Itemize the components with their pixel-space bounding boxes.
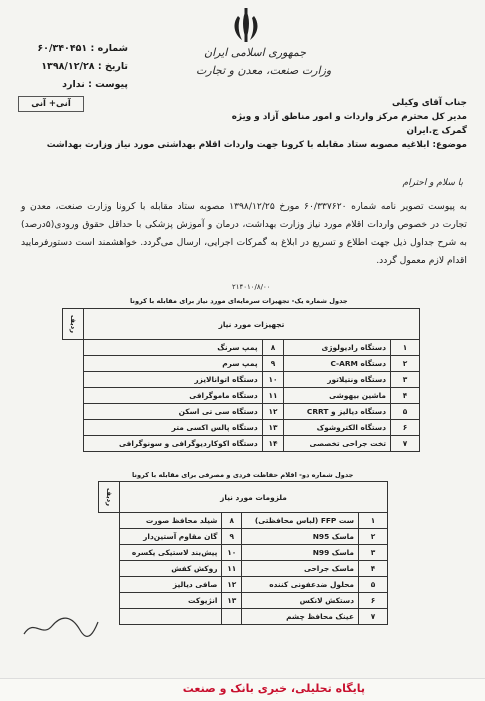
item-name: ماسک N99 xyxy=(241,545,358,561)
table-row xyxy=(99,513,388,529)
attachment-value: ندارد xyxy=(62,79,85,90)
item-number: ۱۱ xyxy=(222,561,242,577)
item-name: دستگاه دیالیز و CRRT xyxy=(284,404,391,420)
table-row xyxy=(99,609,388,625)
item-number: ۱۳ xyxy=(222,593,242,609)
urgent-stamp: آنی+ آنی xyxy=(18,96,84,112)
table2-row-header: ردیف xyxy=(99,482,120,513)
attachment-label: پیوست : xyxy=(88,79,128,90)
table-row xyxy=(99,593,388,609)
table-row xyxy=(63,436,420,452)
item-name: انژیوکت xyxy=(120,593,222,609)
recipient-title: مدیر کل محترم مرکز واردات و امور مناطق آزاد و ویژه xyxy=(231,112,467,122)
signature-mark xyxy=(20,612,100,642)
row-number: ۴ xyxy=(359,561,388,577)
item-name: عینک محافظ چشم xyxy=(241,609,358,625)
item-name: ماشین بیهوشی xyxy=(284,388,391,404)
item-name xyxy=(120,609,222,625)
equipment-table xyxy=(62,308,420,452)
row-number: ۲ xyxy=(359,529,388,545)
item-number: ۱۰ xyxy=(262,372,284,388)
item-name: صافی دیالیز xyxy=(120,577,222,593)
row-number: ۲ xyxy=(391,356,420,372)
item-name: دستگاه ونتیلاتور xyxy=(284,372,391,388)
item-number xyxy=(222,609,242,625)
greeting: با سلام و احترام xyxy=(402,178,463,188)
item-number: ۱۲ xyxy=(262,404,284,420)
item-name: پیش‌بند لاستیکی یکسره xyxy=(120,545,222,561)
item-number: ۱۴ xyxy=(262,436,284,452)
item-name: شیلد محافظ صورت xyxy=(120,513,222,529)
table-row xyxy=(63,420,420,436)
table1-title: تجهیزات مورد نیاز xyxy=(84,309,420,340)
item-name: دستگاه رادیولوژی xyxy=(284,340,391,356)
letterhead-line1: جمهوری اسلامی ایران xyxy=(204,46,307,59)
footer-text: پایگاه تحلیلی، خبری بانک و صنعت xyxy=(182,682,365,695)
row-number: ۷ xyxy=(359,609,388,625)
date-row xyxy=(18,58,128,76)
table-row xyxy=(63,404,420,420)
table1-row-header: ردیف xyxy=(63,309,84,340)
date-label: تاریخ : xyxy=(97,61,128,72)
table-row xyxy=(63,356,420,372)
supplies-table xyxy=(98,481,388,625)
recipient-org: گمرک ج.ایران xyxy=(406,126,467,136)
item-number: ۹ xyxy=(222,529,242,545)
item-name: دستگاه پالس اکسی متر xyxy=(84,420,263,436)
letter-header xyxy=(27,96,467,152)
table-row xyxy=(99,545,388,561)
number-row xyxy=(18,40,128,58)
table-row xyxy=(63,340,420,356)
item-name: دستکش لانکس xyxy=(241,593,358,609)
row-number: ۴ xyxy=(391,388,420,404)
date-value: ۱۳۹۸/۱۲/۲۸ xyxy=(41,61,95,72)
item-number: ۹ xyxy=(262,356,284,372)
table-row xyxy=(63,372,420,388)
row-number: ۶ xyxy=(391,420,420,436)
row-number: ۱ xyxy=(391,340,420,356)
row-number: ۳ xyxy=(359,545,388,561)
item-name: ماسک N95 xyxy=(241,529,358,545)
table-row xyxy=(99,577,388,593)
item-number: ۱۳ xyxy=(262,420,284,436)
reference-code: ۲۱۴۰۱۰/۸/۰۰ xyxy=(232,283,271,291)
item-name: تخت جراحی تخصصی xyxy=(284,436,391,452)
item-name: پمپ سرم xyxy=(84,356,263,372)
row-number: ۵ xyxy=(359,577,388,593)
letterhead-line2: وزارت صنعت، معدن و تجارت xyxy=(196,64,332,77)
item-number: ۸ xyxy=(222,513,242,529)
item-number: ۱۱ xyxy=(262,388,284,404)
letter-meta xyxy=(18,40,128,94)
table-row xyxy=(99,529,388,545)
attachment-row xyxy=(18,76,128,94)
item-number: ۱۰ xyxy=(222,545,242,561)
item-name: روکش کفش xyxy=(120,561,222,577)
row-number: ۵ xyxy=(391,404,420,420)
row-number: ۳ xyxy=(391,372,420,388)
iran-emblem-icon xyxy=(226,6,266,46)
item-name: دستگاه سی تی اسکن xyxy=(84,404,263,420)
row-number: ۷ xyxy=(391,436,420,452)
item-name: محلول ضدعفونی کننده xyxy=(241,577,358,593)
item-name: دستگاه اتوانالایزر xyxy=(84,372,263,388)
letter-subject: موضوع: ابلاغیه مصوبه ستاد مقابله با کرونا جهت واردات اقلام بهداشتی مورد نیاز وزارت بهداشت xyxy=(46,140,467,150)
row-number: ۱ xyxy=(359,513,388,529)
letter-body: به پیوست تصویر نامه شماره ۶۰/۳۳۷۶۲۰ مورخ ۱۳۹۸/۱۲/۲۵ مصوبه ستاد مقابله با کرونا وزارت صنعت، معدن و تجارت در خصوص واردات اقلام مورد نیاز وزارت بهداشت، درمان و آموزش پزشکی با حداقل حقوق ورودی(۵درصد) به شرح جداول ذیل جهت اطلاع و تسریع در ابلاغ به گمرکات اجرایی، ارسال می‌گردد. خواهشمند است دستورفرمایید اقدام لازم معمول گردد. xyxy=(21,201,467,266)
item-number: ۱۲ xyxy=(222,577,242,593)
table-row xyxy=(99,561,388,577)
item-name: پمپ سرنگ xyxy=(84,340,263,356)
item-name: ست FFP (لباس محافظتی) xyxy=(241,513,358,529)
item-name: ماسک جراحی xyxy=(241,561,358,577)
item-name: گان مقاوم آستین‌دار xyxy=(120,529,222,545)
table2-title: ملزومات مورد نیاز xyxy=(120,482,388,513)
table-row xyxy=(63,388,420,404)
table1-caption: جدول شماره یک- تجهیزات سرمایه‌ای مورد نیاز برای مقابله با کرونا xyxy=(130,297,348,305)
item-name: دستگاه ماموگرافی xyxy=(84,388,263,404)
item-name: دستگاه الکتروشوک xyxy=(284,420,391,436)
item-name: دستگاه C-ARM xyxy=(284,356,391,372)
item-number: ۸ xyxy=(262,340,284,356)
recipient-name: جناب آقای وکیلی xyxy=(391,98,467,108)
watermark-footer xyxy=(0,678,485,701)
number-value: ۶۰/۳۴۰۴۵۱ xyxy=(37,43,88,54)
number-label: شماره : xyxy=(90,43,128,54)
item-name: دستگاه اکوکاردیوگرافی و سونوگرافی xyxy=(84,436,263,452)
row-number: ۶ xyxy=(359,593,388,609)
table2-caption: جدول شماره دو- اقلام حفاظت فردی و مصرفی برای مقابله با کرونا xyxy=(132,471,354,479)
